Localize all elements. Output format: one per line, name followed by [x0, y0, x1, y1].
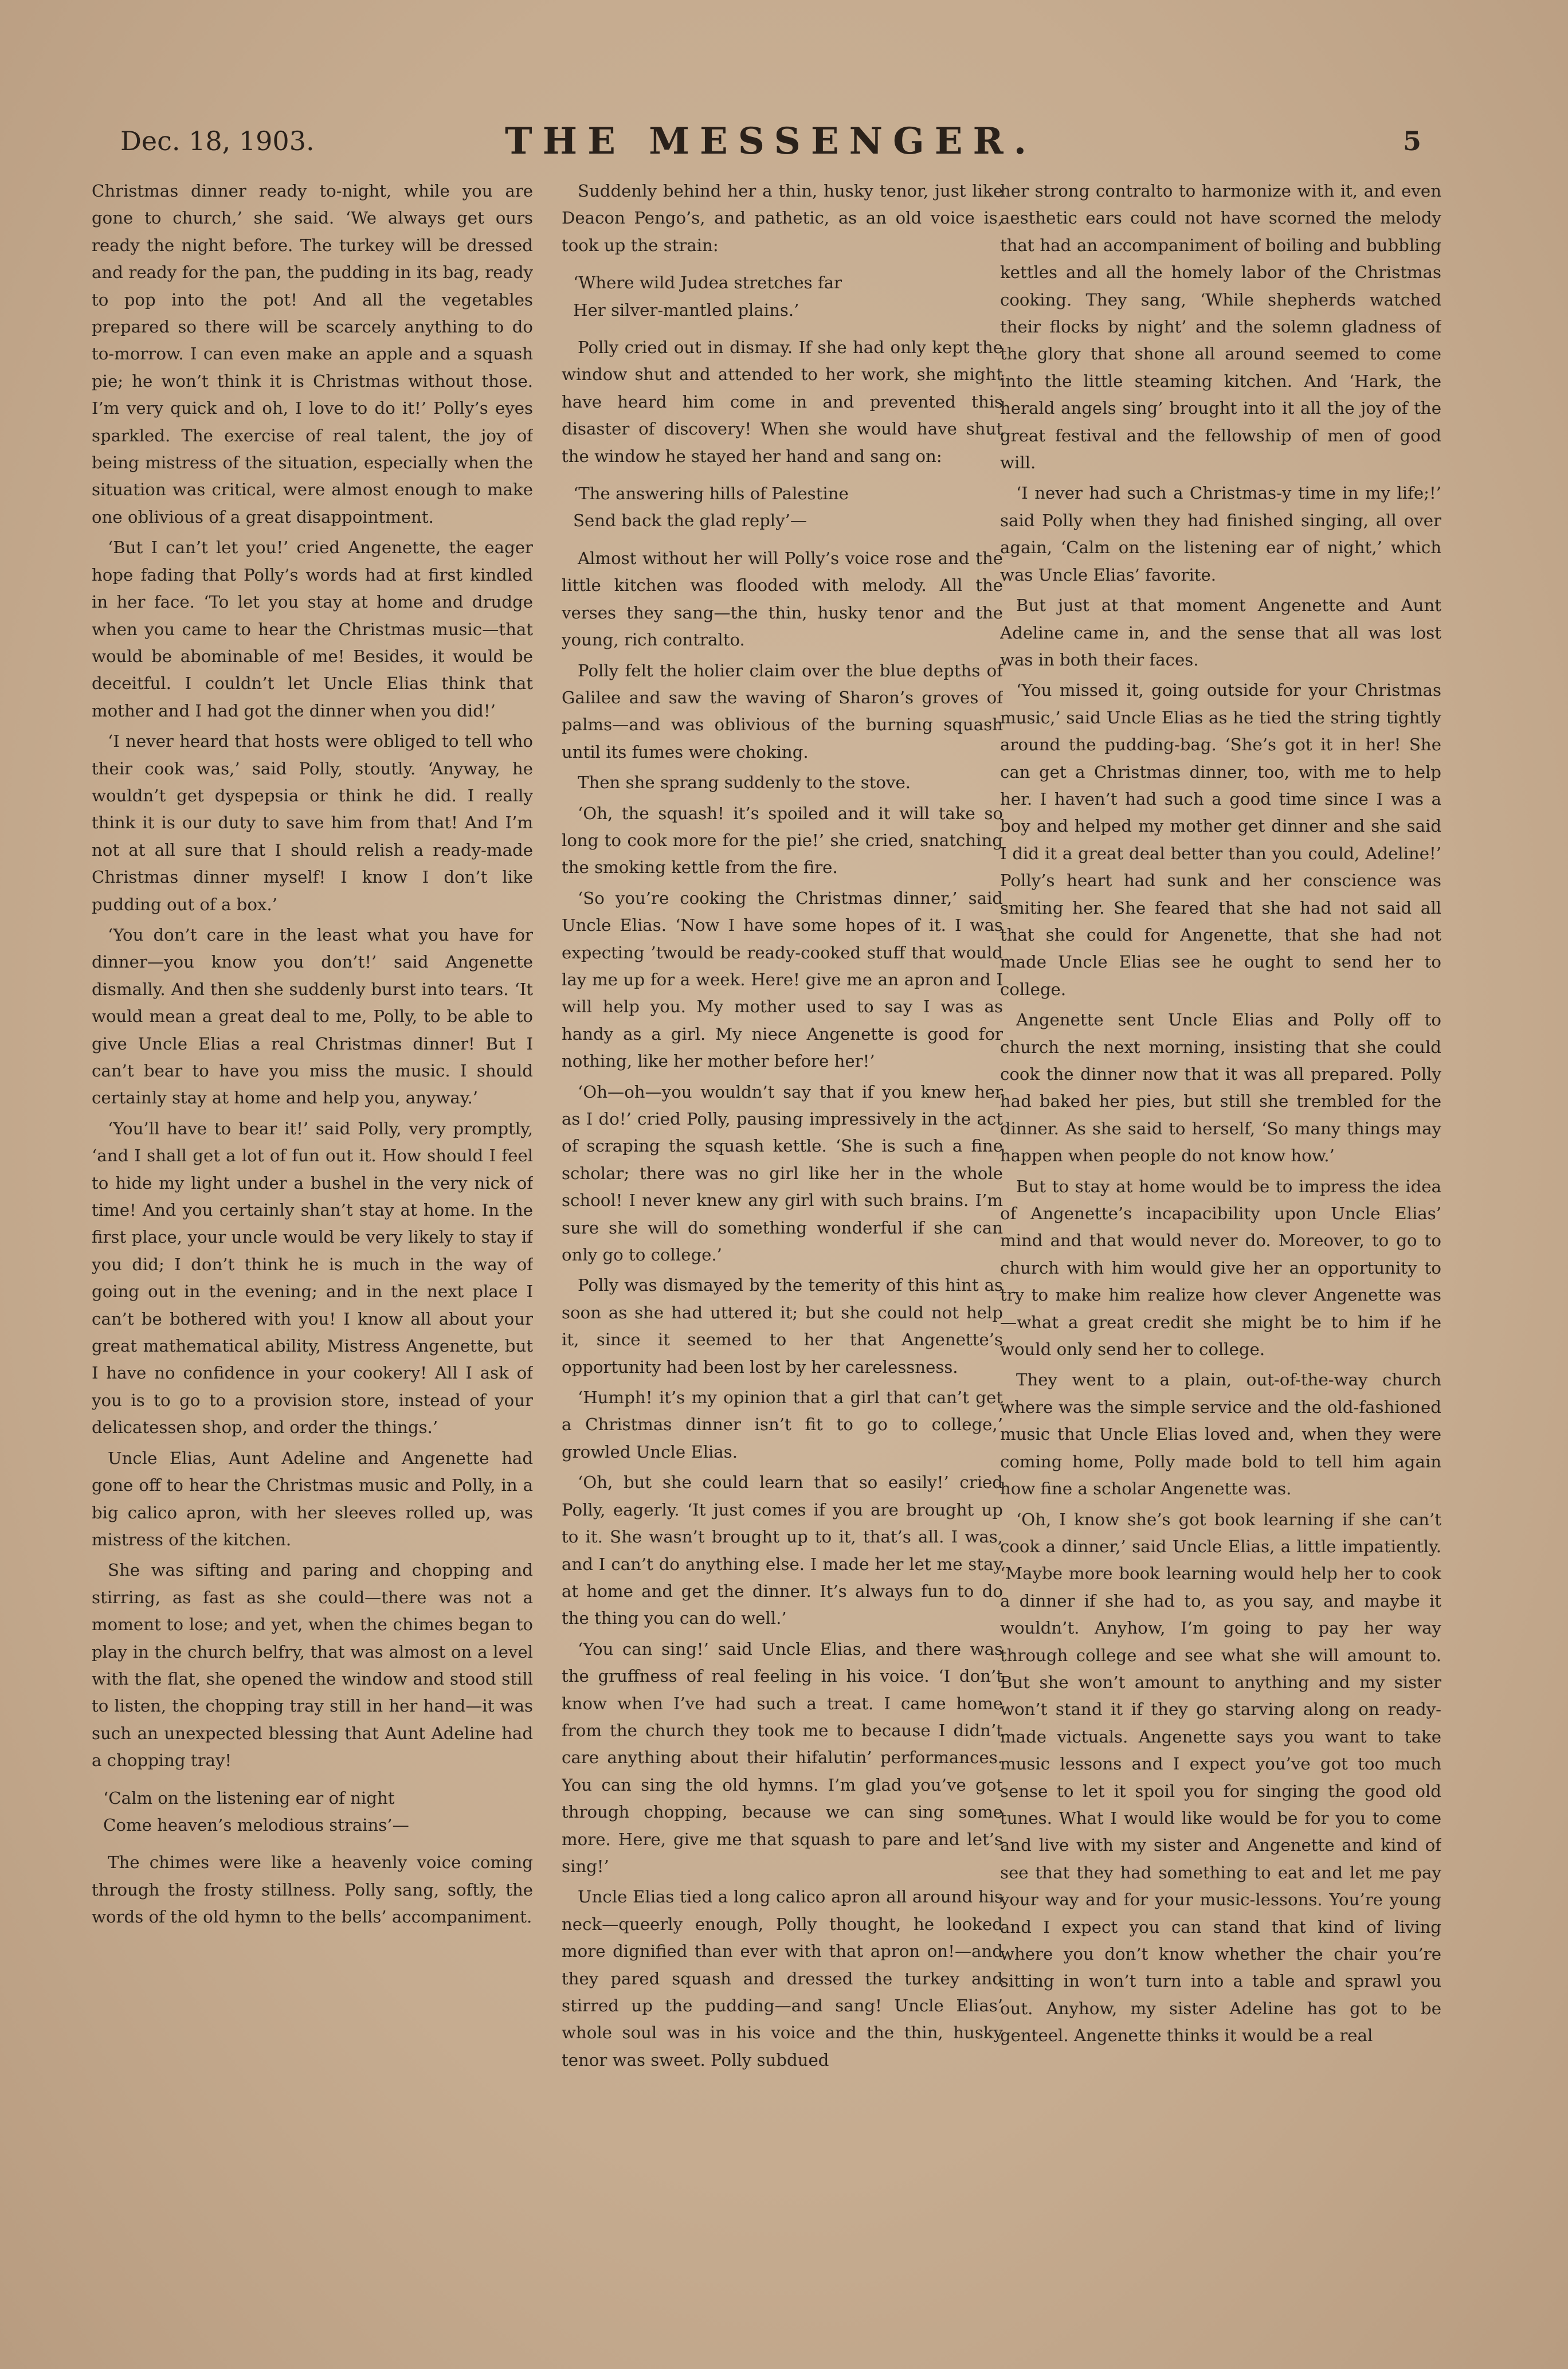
paragraph: ‘Humph! it’s my opinion that a girl that can’t get a Christmas dinner isn’t fit to go to college,’ growled Uncle Elias.	[562, 1388, 1003, 1462]
paragraph: Polly felt the holier claim over the blue depths of Galilee and saw the waving of Sharon’s groves of palms—and was oblivious of the burning squash until its fumes were choking.	[562, 660, 1003, 762]
paragraph: But just at that moment Angenette and Aunt Adeline came in, and the sense that all was lost was in both their faces.	[1000, 596, 1441, 669]
paragraph: her strong contralto to harmonize with it, and even aesthetic ears could not have scorned the melody that had an accompaniment of boiling and bubbling kettles and all the homely labor of the Christmas cooking. They sang, ‘While shepherds watched their flocks by night’ and the solemn gladness of the glory that shone all around seemed to come into the little steaming kitchen. And ‘Hark, the herald angels sing’ brought into it all the joy of the great festival and the fellowship of men of good will.	[1000, 181, 1441, 473]
text-column-1	[92, 178, 533, 2298]
verse-line: Come heaven’s melodious strains’—	[103, 1815, 409, 1835]
text-column-2	[562, 178, 1003, 2298]
page-number: 5	[1402, 126, 1421, 156]
hymn-verse	[573, 269, 1003, 324]
paragraph: ‘I never had such a Christmas-y time in my life;!’ said Polly when they had finished singing, all over again, ‘Calm on the listening ear of night,’ which was Uncle Elias’ favorite.	[1000, 483, 1441, 585]
paragraph: The chimes were like a heavenly voice coming through the frosty stillness. Polly sang, softly, the words of the old hymn to the bells’ accompaniment.	[92, 1853, 533, 1927]
paragraph: ‘Oh, but she could learn that so easily!’ cried Polly, eagerly. ‘It just comes if you are brought up to it. She wasn’t brought up to it, that’s all. I was, and I can’t do anything else. I made her let me stay at home and get the dinner. It’s always fun to do the thing you can do well.’	[562, 1473, 1003, 1628]
paragraph: Then she sprang suddenly to the stove.	[578, 773, 911, 793]
paragraph: Polly cried out in dismay. If she had only kept the window shut and attended to her work, she might have heard him come in and prevented this disaster of discovery! When she would have shut the window he stayed her hand and sang on:	[562, 338, 1003, 466]
hymn-verse	[573, 480, 1003, 535]
verse-line: ‘The answering hills of Palestine	[573, 484, 849, 504]
text-column-3	[1000, 178, 1441, 2298]
paragraph: Uncle Elias tied a long calico apron all around his neck—queerly enough, Polly thought, he looked more dignified than ever with that apron on!—and they pared squash and dressed the turkey and stirred up the pudding—and sang! Uncle Elias’ whole soul was in his voice and the thin, husky tenor was sweet. Polly subdued	[562, 1887, 1003, 2070]
verse-line: ‘Where wild Judea stretches far	[573, 273, 842, 293]
verse-line: Send back the glad reply’—	[573, 511, 807, 531]
paragraph: ‘I never heard that hosts were obliged to tell who their cook was,’ said Polly, stoutly. ‘Anyway, he wouldn’t get dyspepsia or think he did. I really think it is our duty to save him from that! And I’m not at all sure that I should relish a ready-made Christmas dinner myself! I know I don’t like pudding out of a box.’	[92, 731, 533, 914]
hymn-verse	[103, 1785, 533, 1839]
paragraph: But to stay at home would be to impress the idea of Angenette’s incapacibility upon Uncle Elias’ mind and that would never do. Moreover, to go to church with him would give her an opportunity to try to make him realize how clever Angenette was—what a great credit she might be to him if he would only send her to college.	[1000, 1176, 1441, 1360]
paragraph: Polly was dismayed by the temerity of this hint as soon as she had uttered it; but she could not help it, since it seemed to her that Angenette’s opportunity had been lost by her carelessness.	[562, 1275, 1003, 1377]
paragraph: ‘So you’re cooking the Christmas dinner,’ said Uncle Elias. ‘Now I have some hopes of it. I was expecting ’twould be ready-cooked stuff that would lay me up for a week. Here! give me an apron and I will help you. My mother used to say I was as handy as a girl. My niece Angenette is good for nothing, like her mother before her!’	[562, 888, 1003, 1071]
paragraph: Suddenly behind her a thin, husky tenor, just like Deacon Pengo’s, and pathetic, as an old voice is, took up the strain:	[562, 181, 1003, 255]
paragraph: ‘Oh—oh—you wouldn’t say that if you knew her as I do!’ cried Polly, pausing impressively in the act of scraping the squash kettle. ‘She is such a fine scholar; there was no girl like her in the whole school! I never knew any girl with such brains. I’m sure she will do something wonderful if she can only go to college.’	[562, 1082, 1003, 1265]
page-header	[120, 118, 1421, 163]
paragraph: ‘You missed it, going outside for your Christmas music,’ said Uncle Elias as he tied the string tightly around the pudding-bag. ‘She’s got it in her! She can get a Christmas dinner, too, with me to help her. I haven’t had such a good time since I was a boy and helped my mother get dinner and she said I did it a great deal better than you could, Adeline!’ Polly’s heart had sunk and her conscience was smiting her. She feared that she had not said all that she could for Angenette, that she had not made Uncle Elias see he ought to send her to college.	[1000, 680, 1441, 999]
paragraph: ‘You don’t care in the least what you have for dinner—you know you don’t!’ said Angenette dismally. And then she suddenly burst into tears. ‘It would mean a great deal to me, Polly, to be able to give Uncle Elias a real Christmas dinner! But I can’t bear to have you miss the music. I should certainly stay at home and help you, anyway.’	[92, 925, 533, 1108]
masthead-title: THE MESSENGER.	[505, 120, 1037, 163]
paragraph: Christmas dinner ready to-night, while you are gone to church,’ she said. ‘We always get ours ready the night before. The turkey will be dressed and ready for the pan, the pudding in its bag, ready to pop into the pot! And all the vegetables prepared so there will be scarcely anything to do to-morrow. I can even make an apple and a squash pie; he won’t think it is Christmas without those. I’m very quick and oh, I love to do it!’ Polly’s eyes sparkled. The exercise of real talent, the joy of being mistress of the situation, especially when the situation was critical, were almost enough to make one oblivious of a great disappointment.	[92, 181, 533, 527]
paragraph: She was sifting and paring and chopping and stirring, as fast as she could—there was not a moment to lose; and yet, when the chimes began to play in the church belfry, that was almost on a level with the flat, she opened the window and stood still to listen, the chopping tray still in her hand—it was such an unexpected blessing that Aunt Adeline had a chopping tray!	[92, 1560, 533, 1771]
paragraph: Angenette sent Uncle Elias and Polly off to church the next morning, insisting that she could cook the dinner now that it was all prepared. Polly had baked her pies, but still she trembled for the dinner. As she said to herself, ‘So many things may happen when people do not know how.’	[1000, 1010, 1441, 1166]
paragraph: ‘You can sing!’ said Uncle Elias, and there was the gruffness of real feeling in his voice. ‘I don’t know when I’ve had such a treat. I came home from the church they took me to because I didn’t care anything about their hifalutin’ performances. You can sing the old hymns. I’m glad you’ve got through chopping, because we can sing some more. Here, give me that squash to pare and let’s sing!’	[562, 1639, 1003, 1876]
paragraph: ‘Oh, I know she’s got book learning if she can’t cook a dinner,’ said Uncle Elias, a little impatiently. ‘Maybe more book learning would help her to cook a dinner if she had to, as you say, and maybe it wouldn’t. Anyhow, I’m going to pay her way through college and see what she will amount to. But she won’t amount to anything and my sister won’t stand it if they go starving along on ready-made victuals. Angenette says you want to take music lessons and I expect you’ve got too much sense to let it spoil you for singing the good old tunes. What I would like would be for you to come and live with my sister and Angenette and kind of see that they had something to eat and let me pay your way and for your music-lessons. You’re young and I expect you can stand that kind of living where you don’t know whether the chair you’re sitting in won’t turn into a table and sprawl you out. Anyhow, my sister Adeline has got to be genteel. Angenette thinks it would be a real	[1000, 1509, 1441, 2046]
paragraph: ‘But I can’t let you!’ cried Angenette, the eager hope fading that Polly’s words had at first kindled in her face. ‘To let you stay at home and drudge when you came to hear the Christmas music—that would be abominable of me! Besides, it would be deceitful. I couldn’t let Uncle Elias think that mother and I had got the dinner when you did!’	[92, 538, 533, 721]
verse-line: ‘Calm on the listening ear of night	[103, 1788, 395, 1808]
paragraph: ‘You’ll have to bear it!’ said Polly, very promptly, ‘and I shall get a lot of fun out it. How should I feel to hide my light under a bushel in the very nick of time! And you certainly shan’t stay at home. In the first place, your uncle would be very likely to stay if you did; I don’t think he is much in the way of going out in the evening; and in the next place I can’t be bothered with you! I know all about your great mathematical ability, Mistress Angenette, but I have no confidence in your cookery! All I ask of you is to go to a provision store, instead of your delicatessen shop, and order the things.’	[92, 1118, 533, 1438]
issue-date: Dec. 18, 1903.	[120, 126, 315, 156]
paragraph: Uncle Elias, Aunt Adeline and Angenette had gone off to hear the Christmas music and Polly, in a big calico apron, with her sleeves rolled up, was mistress of the kitchen.	[92, 1448, 533, 1549]
paragraph: ‘Oh, the squash! it’s spoiled and it will take so long to cook more for the pie!’ she cried, snatching the smoking kettle from the fire.	[562, 803, 1003, 878]
verse-line: Her silver-mantled plains.’	[573, 300, 799, 320]
paragraph: Almost without her will Polly’s voice rose and the little kitchen was flooded with melody. All the verses they sang—the thin, husky tenor and the young, rich contralto.	[562, 548, 1003, 650]
paragraph: They went to a plain, out-of-the-way church where was the simple service and the old-fashioned music that Uncle Elias loved and, when they were coming home, Polly made bold to tell him again how fine a scholar Angenette was.	[1000, 1370, 1441, 1499]
